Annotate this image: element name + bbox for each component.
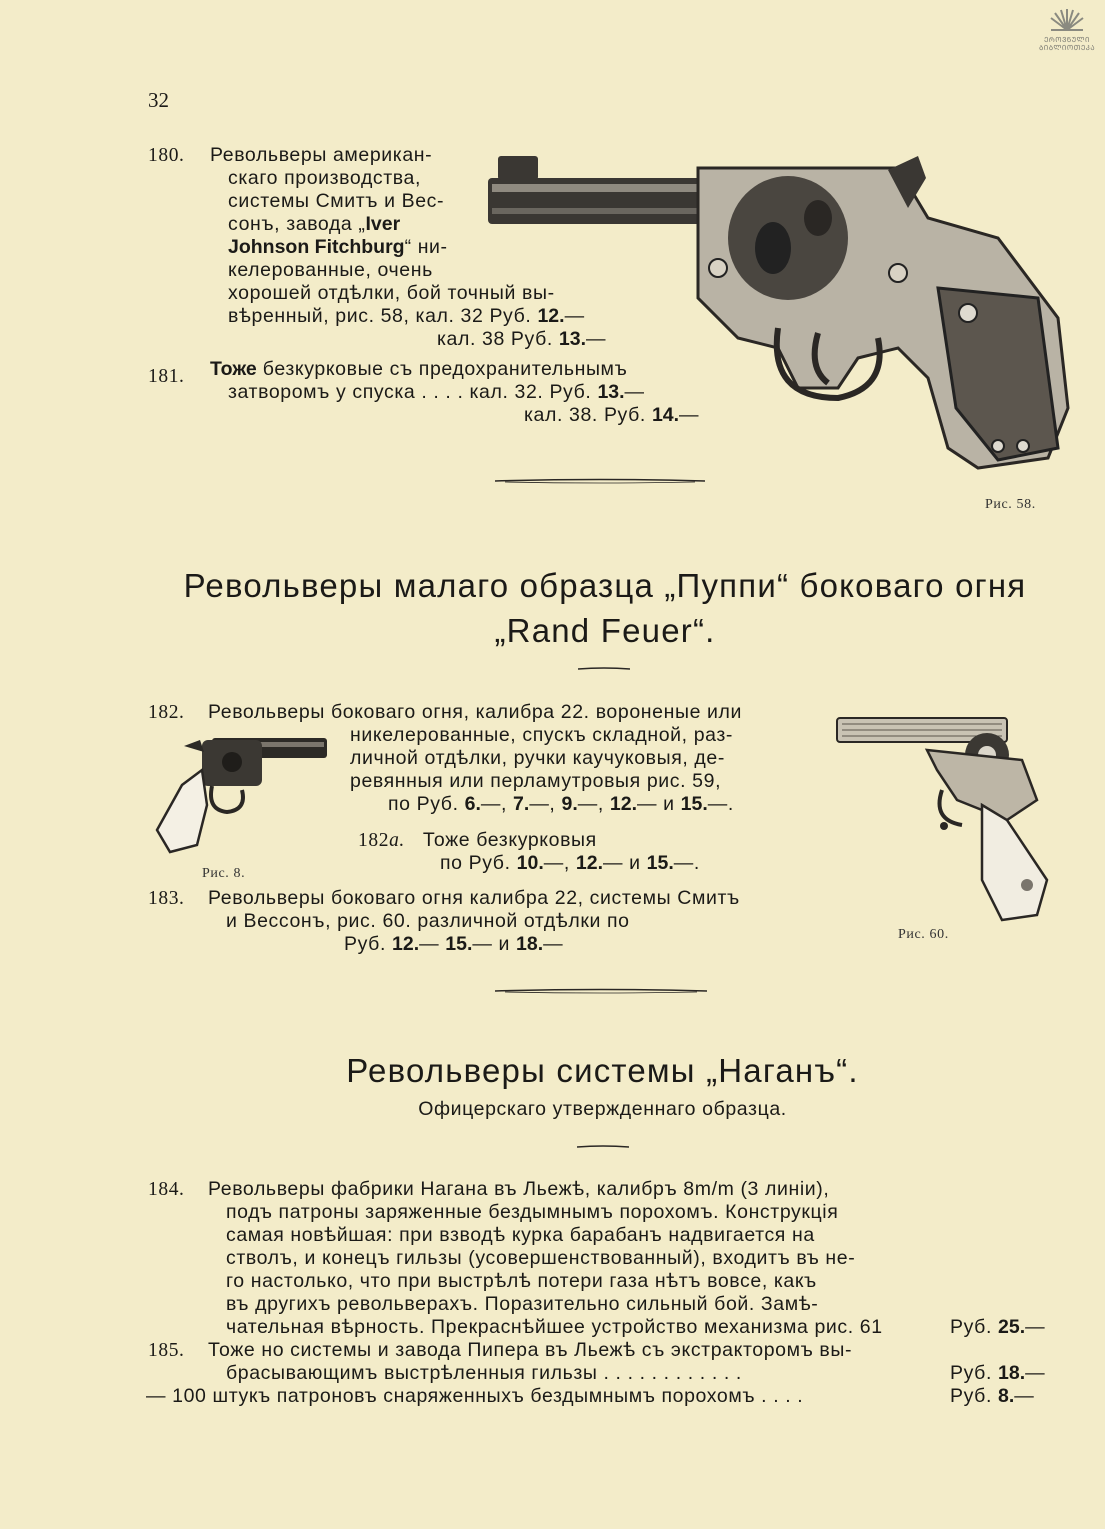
item-184-line7: чательная вѣрность. Прекраснѣйшее устройство механизма рис. 61 xyxy=(226,1316,883,1338)
item-number-181: 181. xyxy=(148,366,185,387)
cartridges-price-value: 8. xyxy=(998,1385,1015,1407)
item-184-price-dash: — xyxy=(1025,1316,1046,1338)
item-182a-price-2: 12. xyxy=(575,852,603,874)
item-182-sep-3: —, xyxy=(577,793,604,815)
item-183-prices-prefix: Руб. xyxy=(344,933,386,955)
item-number-183: 183. xyxy=(148,888,185,909)
item-number-184: 184. xyxy=(148,1179,185,1200)
item-183-line1: Револьверы боковаго огня калибра 22, системы Смитъ xyxy=(208,887,740,909)
item-180-brand-part2: Johnson Fitchburg xyxy=(228,236,405,258)
section-heading-nagant: Револьверы системы „Наганъ“. xyxy=(346,1052,859,1089)
cartridges-price-dash: — xyxy=(1014,1385,1035,1407)
revolver-illustration-fig58 xyxy=(478,148,1078,483)
divider-rule-4 xyxy=(577,1145,629,1149)
item-180-price-text-1: вѣренный, рис. 58, кал. 32 Руб. xyxy=(228,305,532,327)
item-180-line7: хорошей отдѣлки, бой точный вы- xyxy=(228,282,555,304)
item-184-line6: въ другихъ револьверахъ. Поразительно сильный бой. Замѣ- xyxy=(226,1293,819,1315)
section-heading-puppy-line1: Револьверы малаго образца „Пуппи“ боковаго огня xyxy=(183,567,1027,604)
item-183-prices xyxy=(344,933,563,956)
figure-caption-60: Рис. 60. xyxy=(898,927,949,942)
item-182-line3: личной отдѣлки, ручки каучуковыя, де- xyxy=(350,747,725,769)
item-181-price-1-dash: — xyxy=(624,381,645,403)
item-182-price-5: 15. xyxy=(680,793,708,815)
item-181-price-2: 14. xyxy=(651,404,680,426)
item-180-line2: скаго производства, xyxy=(228,167,422,189)
item-180-price-2: 13. xyxy=(558,328,587,350)
item-185-price-prefix: Руб. xyxy=(950,1362,992,1384)
divider-rule-3 xyxy=(495,988,707,994)
item-182-sep-2: —, xyxy=(529,793,556,815)
item-183-line2: и Вессонъ, рис. 60. различной отдѣлки по xyxy=(226,910,630,932)
cartridges-price xyxy=(950,1385,1034,1408)
book-fan-icon xyxy=(1047,8,1087,32)
item-182a-prices-prefix: по Руб. xyxy=(440,852,511,874)
item-number-180: 180. xyxy=(148,145,185,166)
item-180-line5-text: “ ни- xyxy=(404,236,448,258)
item-182-line4: ревянныя или перламутровыя рис. 59, xyxy=(350,770,722,792)
item-182a-sep-1: —, xyxy=(543,852,570,874)
item-180-line1: Револьверы американ- xyxy=(210,144,433,166)
item-184-line3: самая новѣйшая: при взводѣ курка барабанъ надвигается на xyxy=(226,1224,815,1246)
item-184-line5: го настолько, что при выстрѣлѣ потери газа нѣтъ вовсе, какъ xyxy=(226,1270,817,1292)
item-184-line4: стволъ, и конецъ гильзы (усовершенствованный), входитъ въ не- xyxy=(226,1247,856,1269)
item-183-sep-1: — xyxy=(419,933,440,955)
item-183-sep-3: — xyxy=(543,933,564,955)
item-184-line2: подъ патроны заряженные бездымнымъ порохомъ. Конструкція xyxy=(226,1201,839,1223)
item-180-line5 xyxy=(228,236,448,259)
library-logo xyxy=(1033,8,1101,53)
item-181-price-1: 13. xyxy=(597,381,625,403)
item-number-185: 185. xyxy=(148,1340,185,1361)
item-183-sep-2: — и xyxy=(472,933,510,955)
item-182-price-3: 9. xyxy=(561,793,578,815)
library-logo-line1: ᲔᲠᲝᲕᲜᲣᲚᲘ xyxy=(1044,37,1090,44)
cartridges-price-prefix: Руб. xyxy=(950,1385,992,1407)
item-184-line1: Револьверы фабрики Нагана въ Льежѣ, калибръ 8m/m (3 линіи), xyxy=(208,1178,830,1200)
item-182a-price-1: 10. xyxy=(516,852,544,874)
item-185-price xyxy=(950,1362,1045,1385)
item-184-price-value: 25. xyxy=(998,1316,1026,1338)
item-182a-price-3: 15. xyxy=(646,852,674,874)
item-182a-sep-3: —. xyxy=(673,852,700,874)
library-logo-line2: ᲑᲘᲑᲚᲘᲝᲗᲔᲙᲐ xyxy=(1038,45,1096,52)
item-182-line1: Револьверы боковаго огня, калибра 22. вороненые или xyxy=(208,701,742,723)
item-182-prices-prefix: по Руб. xyxy=(388,793,459,815)
item-181-line2-text: затворомъ у спуска . . . . кал. 32. Руб. xyxy=(228,381,592,403)
item-181-price-2-dash: — xyxy=(679,404,700,426)
item-185-price-value: 18. xyxy=(998,1362,1026,1384)
item-185-price-dash: — xyxy=(1025,1362,1046,1384)
revolver-illustration-fig8 xyxy=(152,730,332,860)
revolver-illustration-fig60 xyxy=(832,710,1062,930)
item-180-line4 xyxy=(228,213,400,236)
item-182-sep-4: — и xyxy=(637,793,675,815)
item-number-182a-suffix: a. xyxy=(389,830,405,851)
item-182-price-2: 7. xyxy=(513,793,530,815)
divider-rule-2 xyxy=(578,667,630,671)
item-181-line3-text: кал. 38. Руб. xyxy=(524,404,646,426)
item-182-sep-1: —, xyxy=(480,793,508,815)
item-180-line4-text: сонъ, завода „ xyxy=(228,213,366,235)
item-182-price-1: 6. xyxy=(464,793,481,815)
section-heading-puppy-line2: „Rand Feuer“. xyxy=(494,612,716,649)
item-180-price-2-dash: — xyxy=(586,328,607,350)
divider-rule-1 xyxy=(495,478,705,484)
item-182-line2: никелерованные, спускъ складной, раз- xyxy=(350,724,734,746)
item-182-price-4: 12. xyxy=(609,793,637,815)
item-181-line1-text: безкурковые съ предохранительнымъ xyxy=(256,358,628,380)
item-183-price-1: 12. xyxy=(392,933,420,955)
figure-caption-8: Рис. 8. xyxy=(202,866,246,881)
item-number-182a: 182 xyxy=(358,830,390,851)
item-184-price-prefix: Руб. xyxy=(950,1316,992,1338)
page-number: 32 xyxy=(148,88,169,112)
item-180-line3: системы Смитъ и Вес- xyxy=(228,190,445,212)
item-185-line2: брасывающимъ выстрѣленныя гильзы . . . . . . . . . . . . xyxy=(226,1362,742,1384)
cartridges-line: — 100 штукъ патроновъ снаряженныхъ бездымнымъ порохомъ . . . . xyxy=(146,1385,804,1407)
item-180-line6: келерованные, очень xyxy=(228,259,433,281)
section-subheading-nagant: Офицерскаго утвержденнаго образца. xyxy=(418,1098,787,1120)
item-182-prices xyxy=(388,793,734,816)
item-180-price-1-dash: — xyxy=(564,305,585,327)
item-180-price-1: 12. xyxy=(537,305,565,327)
item-182a-line1 xyxy=(358,829,597,852)
item-180-brand-part1: Iver xyxy=(365,213,401,235)
item-182a-prices xyxy=(440,852,700,875)
item-183-price-2: 15. xyxy=(445,933,473,955)
item-number-182: 182. xyxy=(148,702,185,723)
figure-caption-58: Рис. 58. xyxy=(985,497,1036,512)
item-185-line1: Тоже но системы и завода Пипера въ Льежѣ съ экстракторомъ вы- xyxy=(208,1339,853,1361)
item-182a-sep-2: — и xyxy=(603,852,641,874)
item-180-price-text-2: кал. 38 Руб. xyxy=(437,328,553,350)
item-181-bold-word: Тоже xyxy=(210,358,257,380)
item-182a-title: Тоже безкурковыя xyxy=(422,829,597,851)
item-183-price-3: 18. xyxy=(516,933,544,955)
item-184-price xyxy=(950,1316,1045,1339)
item-182-sep-5: —. xyxy=(707,793,734,815)
